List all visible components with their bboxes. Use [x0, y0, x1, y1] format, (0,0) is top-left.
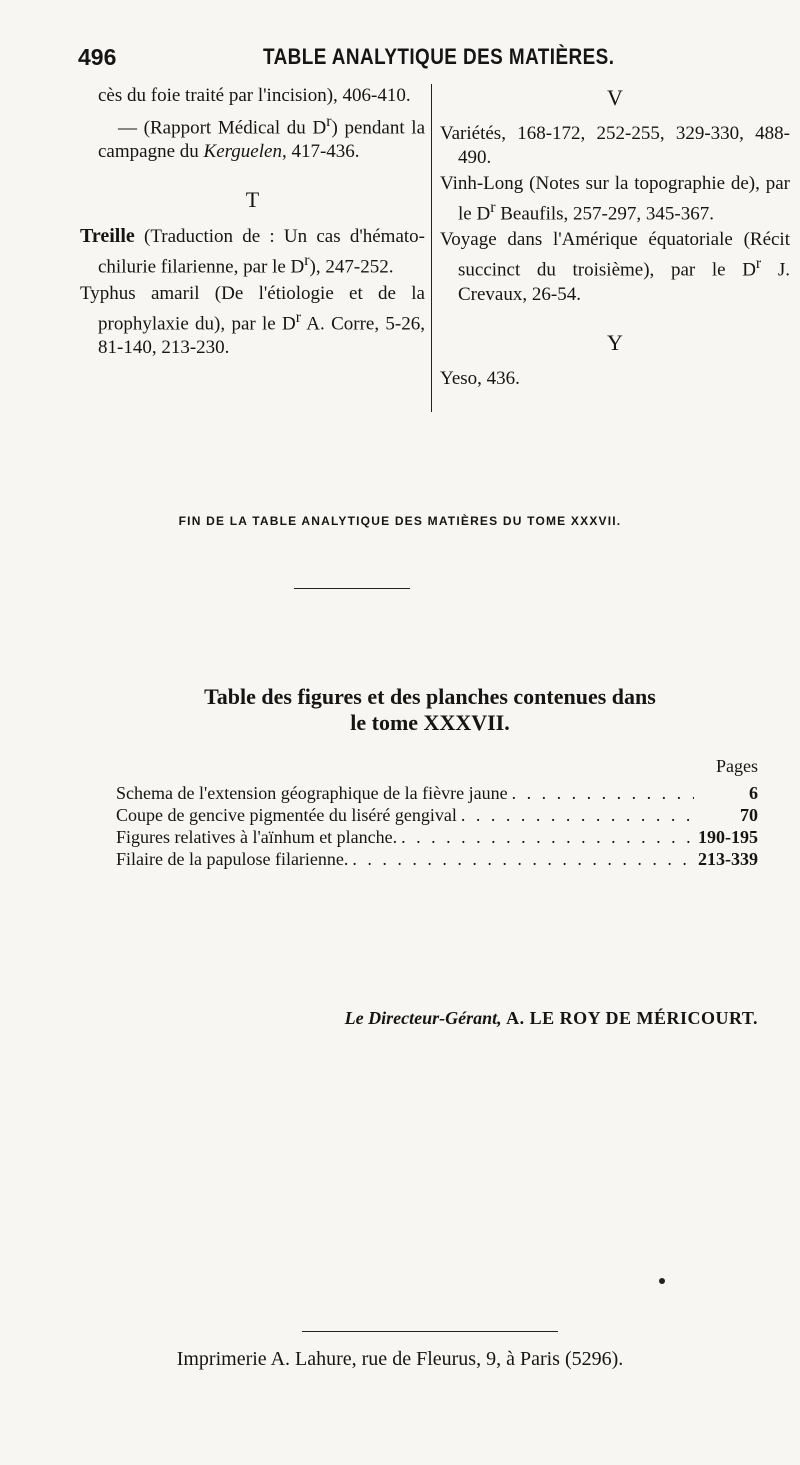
index-column-left	[80, 84, 425, 362]
index-entry: Typhus amaril (De l'étiologie et de la prophylaxie du), par le $D^r$ A. Corre, 5-26, 81-140, 213-230.	[80, 282, 425, 358]
index-entry: Vinh-Long (Notes sur la topographie de), par le $D^r$ Beaufils, 257-297, 345-367.	[440, 173, 790, 225]
list-item: Schema de l'extension géographique de la fièvre jaune . . . 6	[116, 782, 758, 804]
figures-table-title: Table des figures et des planches contenues dans le tome XXXVII.	[204, 684, 656, 735]
separator-rule	[294, 588, 410, 589]
index-entry: Variétés, 168-172, 252-255, 329-330, 488-490.	[440, 123, 790, 168]
running-header	[78, 44, 766, 78]
section-letter-t: T	[245, 187, 260, 213]
printer-imprint: Imprimerie A. Lahure, rue de Fleurus, 9, à Paris (5296).	[176, 1348, 624, 1370]
index-entry: Treille (Traduction de : Un cas d'hémato-chilurie filarienne, par le $D^r$), 247-252.	[80, 225, 425, 278]
ink-dot	[659, 1278, 665, 1284]
page-title: TABLE ANALYTIQUE DES MATIÈRES.	[263, 44, 615, 69]
index-entry: Yeso, 436.	[440, 367, 520, 389]
figures-list	[116, 782, 758, 870]
section-letter-y: Y	[607, 329, 623, 355]
list-item: Figures relatives à l'aïnhum et planche. . . . 190-195	[116, 826, 758, 848]
list-item: Coupe de gencive pigmentée du liséré gengival . . . 70	[116, 804, 758, 826]
pages-column-header: Pages	[716, 756, 758, 776]
page-number: 496	[78, 44, 117, 70]
column-divider	[431, 84, 432, 412]
signature: Le Directeur-Gérant, A. LE ROY DE MÉRICOURT.	[344, 1008, 758, 1028]
section-letter-v: V	[607, 85, 623, 110]
index-entry: — (Rapport Médical du $D^r$) pendant la campagne du Kerguelen, 417-436.	[98, 113, 426, 163]
end-of-index-note: FIN DE LA TABLE ANALYTIQUE DES MATIÈRES DU TOME XXXVII.	[178, 514, 622, 528]
index-entry: cès du foie traité par l'incision), 406-410.	[98, 85, 411, 106]
list-item: Filaire de la papulose filarienne. . . . 213-339	[116, 848, 758, 870]
index-column-right	[440, 84, 790, 393]
footer-rule	[302, 1331, 558, 1332]
index-entry: Voyage dans l'Amérique équatoriale (Récit succinct du troisième), par le $D^r$ J. Crevaux, 26-54.	[440, 229, 790, 305]
